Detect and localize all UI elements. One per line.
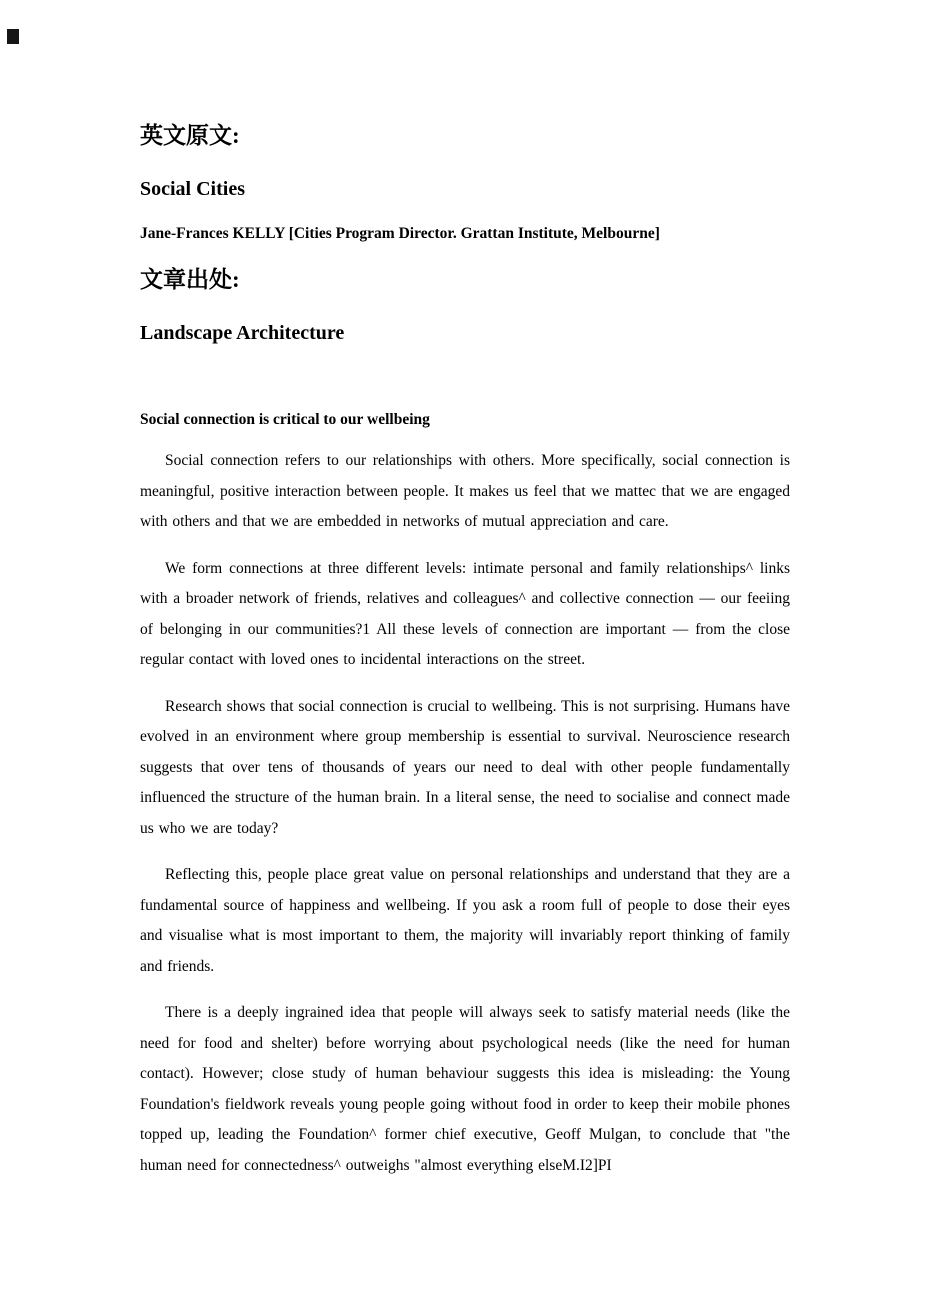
original-text-label: 英文原文: <box>140 123 240 148</box>
article-title: Social Cities <box>140 178 245 200</box>
paragraph: There is a deeply ingrained idea that people will always seek to satisfy material needs (like the need for food and shelter) before worrying about psychological needs (like the need for human contact). However; close study of human behaviour suggests this idea is misleading: the Young Foundation's fieldwork reveals young people going without food in order to keep their mobile phones topped up, leading the Foundation^ former chief executive, Geoff Mulgan, to conclude that "the human need for connectedness^ outweighs "almost everything elseM.I2]PI <box>140 1004 790 1174</box>
document-content <box>140 120 790 1181</box>
paragraph: Social connection refers to our relationships with others. More specifically, social connection is meaningful, positive interaction between people. It makes us feel that we mattec that we are engaged with others and that we are embedded in networks of mutual appreciation and care. <box>140 452 790 530</box>
paragraph: We form connections at three different levels: intimate personal and family relationships^ links with a broader network of friends, relatives and colleagues^ and collective connection — our feeiing of belonging in our communities?1 All these levels of connection are important — from the close regular contact with loved ones to incidental interactions on the street. <box>140 559 790 668</box>
section-heading: Social connection is critical to our wellbeing <box>140 411 430 428</box>
paragraph: Reflecting this, people place great value on personal relationships and understand that they are a fundamental source of happiness and wellbeing. If you ask a room full of people to dose their eyes and visualise what is most important to them, the majority will invariably report thinking of family and friends. <box>140 866 790 975</box>
paragraph: Research shows that social connection is crucial to wellbeing. This is not surprising. Humans have evolved in an environment where group membership is essential to survival. Neuroscience research suggests that over tens of thousands of years our need to deal with other people fundamentally influenced the structure of the human brain. In a literal sense, the need to socialise and connect made us who we are today? <box>140 697 790 837</box>
author-byline: Jane-Frances KELLY [Cities Program Director. Grattan Institute, Melbourne] <box>140 225 660 242</box>
scan-artifact-mark <box>7 29 19 44</box>
source-publication: Landscape Architecture <box>140 322 345 344</box>
source-label: 文章出处: <box>140 267 240 292</box>
